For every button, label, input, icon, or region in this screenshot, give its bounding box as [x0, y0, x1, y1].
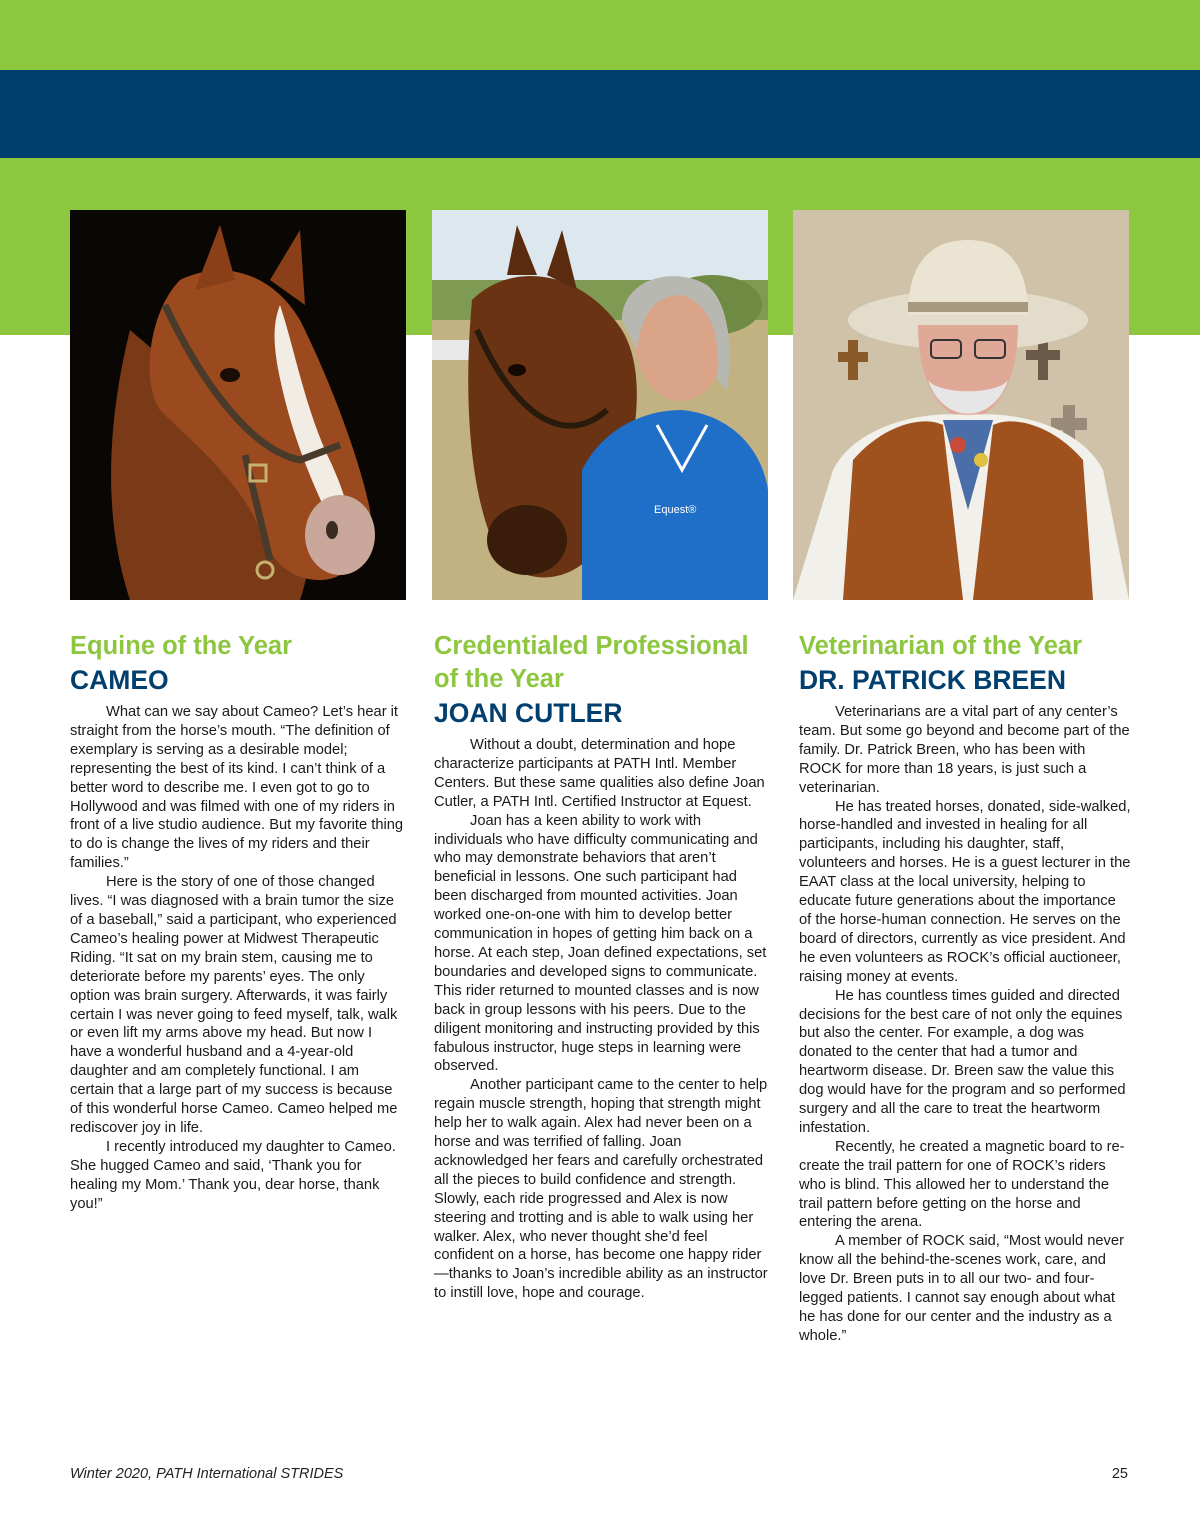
- paragraph: A member of ROCK said, “Most would never know all the behind-the-scenes work, care, and love Dr. Breen puts in to all our two- and four-legged patients. I cannot say enough about what he has done for our center and the industry as a whole.”: [799, 1233, 1124, 1344]
- article-body: [799, 703, 1131, 1346]
- article-body: [70, 703, 406, 1213]
- column-joan-cutler: [434, 630, 770, 1303]
- dr-patrick-breen-photo: [793, 210, 1129, 600]
- paragraph: Here is the story of one of those changed lives. “I was diagnosed with a brain tumor the size of a baseball,” said a participant, who experienced Cameo’s healing power at Midwest Therapeutic Riding. “It sat on my brain stem, causing me to deteriorate before my parents’ eyes. The only option was brain surgery. Afterwards, it was fairly certain I was never going to feed myself, talk, walk or even lift my arms above my head. But now I have a wonderful husband and a 4-year-old daughter and am completely functional. I am certain that a large part of my success is because of this wonderful horse Cameo. Cameo helped me rediscover joy in life.: [70, 874, 398, 1136]
- paragraph: Without a doubt, determination and hope characterize participants at PATH Intl. Member Centers. But these same qualities also define Joan Cutler, a PATH Intl. Certified Instructor at Equest.: [434, 737, 765, 810]
- page-number: 25: [1111, 1466, 1128, 1482]
- column-cameo: [70, 630, 406, 1213]
- paragraph: I recently introduced my daughter to Cameo. She hugged Cameo and said, ‘Thank you for healing my Mom.’ Thank you, dear horse, thank you!”: [70, 1138, 396, 1212]
- paragraph: Veterinarians are a vital part of any center’s team. But some go beyond and become part of the family. Dr. Patrick Breen, who has been with ROCK for more than 18 years, is just such a veterinarian.: [799, 704, 1130, 796]
- honoree-name: JOAN CUTLER: [434, 698, 623, 728]
- paragraph: He has treated horses, donated, side-walked, horse-handled and invested in healing for all participants, including his daughter, staff, volunteers and horses. He is a guest lecturer in the EAAT class at the local university, helping to educate future generations about the importance of the horse-human connection. He serves on the board of directors, currently as vice president. And he even volunteers as ROCK’s official auctioneer, raising money at events.: [799, 798, 1131, 985]
- cameo-horse-photo: [70, 210, 406, 600]
- award-title: Credentialed Professional of the Year: [434, 632, 749, 693]
- article-body: [434, 736, 770, 1303]
- header-navy-band: [0, 70, 1200, 158]
- footer-publication: Winter 2020, PATH International STRIDES: [70, 1466, 344, 1482]
- joan-cutler-photo: [432, 210, 768, 600]
- paragraph: What can we say about Cameo? Let’s hear it straight from the horse’s mouth. “The definition of exemplary is serving as a desirable model; representing the best of its kind. I can’t think of a better word to describe me. I even got to go to Hollywood and was filmed with one of my riders in front of a live studio audience. But my favorite thing to do is change the lives of my riders and their families.”: [70, 704, 404, 872]
- paragraph: Recently, he created a magnetic board to re-create the trail pattern for one of ROCK’s riders who is blind. This allowed her to understand the trail pattern before getting on the horse and entering the arena.: [799, 1138, 1125, 1231]
- paragraph: Joan has a keen ability to work with individuals who have difficulty communicating and who may demonstrate behaviors that aren’t beneficial in lessons. One such participant had been discharged from mounted activities. Joan worked one-on-one with him to develop better communication in hopes of getting him back on a horse. At each step, Joan defined expectations, set boundaries and developed signs to communicate. This rider returned to mounted classes and is now back in group lessons with his peers. Due to the diligent monitoring and instructing provided by this fabulous instructor, huge steps in learning were observed.: [434, 812, 767, 1075]
- paragraph: Another participant came to the center to help regain muscle strength, hoping that strength might help her to walk again. Alex had never been on a horse and was terrified of falling. Joan acknowledged her fears and carefully orchestrated all the pieces to build confidence and strength. Slowly, each ride progressed and Alex is now steering and trotting and is able to walk using her walker. Alex, who never thought she’d feel confident on a horse, has become one happy rider—thanks to Joan’s incredible ability as an instructor to instill love, hope and courage.: [434, 1077, 768, 1302]
- paragraph: He has countless times guided and directed decisions for the best care of not only the equines but also the center. For example, a dog was donated to the center that had a tumor and heartworm disease. Dr. Breen saw the value this dog would have for the program and so performed surgery and all the care to treat the heartworm infestation.: [799, 987, 1126, 1136]
- equest-shirt-logo: Equest®: [654, 504, 697, 516]
- honoree-name: DR. PATRICK BREEN: [799, 665, 1066, 695]
- award-title: Veterinarian of the Year: [799, 632, 1082, 660]
- honoree-name: CAMEO: [70, 665, 169, 695]
- award-title: Equine of the Year: [70, 632, 293, 660]
- top-green-band: [0, 0, 1200, 70]
- column-patrick-breen: [799, 630, 1131, 1346]
